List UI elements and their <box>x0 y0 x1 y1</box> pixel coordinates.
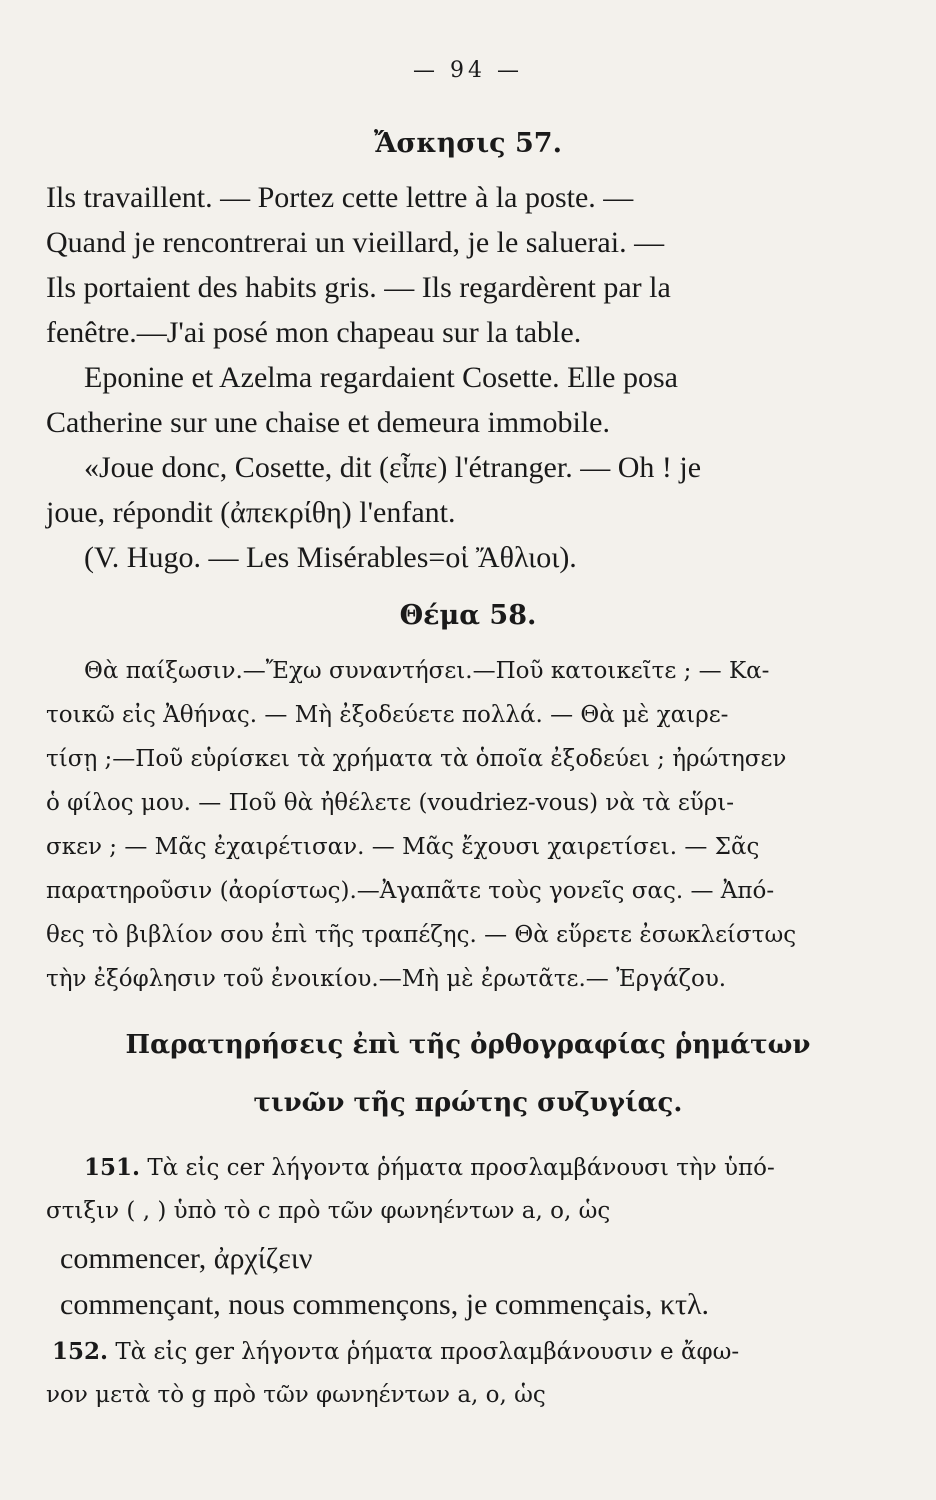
paragraph-number: 152. <box>52 1338 109 1365</box>
section-title-line-1: Παρατηρήσεις ἐπὶ τῆς ὀρθογραφίας ῥημάτων <box>125 1030 811 1060</box>
text-span: Τὰ εἰς cer λήγοντα ῥήματα προσλαμβάνουσι τὴν ὑπό- <box>147 1155 775 1181</box>
example-line: commençant, nous commençons, je commençais, κτλ. <box>60 1288 710 1321</box>
text-line: joue, répondit (ἀπεκρίθη) l'enfant. <box>46 496 456 529</box>
exercise-57-title: Ἄσκησις 57. <box>373 128 562 159</box>
example-line: commencer, ἀρχίζειν <box>60 1242 313 1275</box>
text-line: παρατηροῦσιν (ἀορίστως).—Ἀγαπᾶτε τοὺς γονεῖς σας. — Ἀπό- <box>46 878 775 904</box>
text-line: Quand je rencontrerai un vieillard, je le saluerai. — <box>46 226 665 259</box>
text-line: τίσῃ ;—Ποῦ εὑρίσκει τὰ χρήματα τὰ ὁποῖα ἐξοδεύει ; ἠρώτησεν <box>46 746 787 772</box>
text-line: στιξιν ( , ) ὑπὸ τὸ c πρὸ τῶν φωνηέντων a, o, ὡς <box>46 1198 611 1224</box>
section-title-line-2: τινῶν τῆς πρώτης συζυγίας. <box>253 1088 683 1118</box>
text-line: fenêtre.—J'ai posé mon chapeau sur la table. <box>46 316 582 349</box>
text-line: Catherine sur une chaise et demeura immobile. <box>46 406 610 439</box>
text-line: Θὰ παίξωσιν.—Ἔχω συναντήσει.—Ποῦ κατοικεῖτε ; — Κα- <box>84 658 770 684</box>
paragraph-152-first-line <box>52 1340 739 1364</box>
text-line: νον μετὰ τὸ g πρὸ τῶν φωνηέντων a, o, ὡς <box>46 1382 546 1408</box>
text-line: Eponine et Azelma regardaient Cosette. Elle posa <box>84 361 678 394</box>
paragraph-number: 151. <box>84 1154 141 1181</box>
page-number: — 94 — <box>413 58 523 83</box>
text-line: Ils portaient des habits gris. — Ils regardèrent par la <box>46 271 671 304</box>
text-line: τὴν ἐξόφλησιν τοῦ ἐνοικίου.—Μὴ μὲ ἐρωτᾶτε.— Ἐργάζου. <box>46 966 727 992</box>
text-line: «Joue donc, Cosette, dit (εἶπε) l'étranger. — Oh ! je <box>84 451 702 484</box>
text-span: Τὰ εἰς ger λήγοντα ῥήματα προσλαμβάνουσιν e ἄφω- <box>115 1339 740 1365</box>
citation: (V. Hugo. — Les Misérables=οἱ Ἄθλιοι). <box>84 541 577 574</box>
text-line: τοικῶ εἰς Ἀθήνας. — Μὴ ἐξοδεύετε πολλά. — Θὰ μὲ χαιρε- <box>46 702 729 728</box>
text-line: σκεν ; — Μᾶς ἐχαιρέτισαν. — Μᾶς ἔχουσι χαιρετίσει. — Σᾶς <box>46 834 760 860</box>
text-line: θες τὸ βιβλίον σου ἐπὶ τῆς τραπέζης. — Θὰ εὕρετε ἐσωκλείστως <box>46 922 797 948</box>
theme-58-title: Θέμα 58. <box>399 600 537 631</box>
text-line: Ils travaillent. — Portez cette lettre à la poste. — <box>46 181 634 214</box>
text-line: ὁ φίλος μου. — Ποῦ θὰ ἠθέλετε (voudriez-vous) νὰ τὰ εὕρι- <box>46 790 735 816</box>
paragraph-151-first-line <box>84 1156 775 1180</box>
